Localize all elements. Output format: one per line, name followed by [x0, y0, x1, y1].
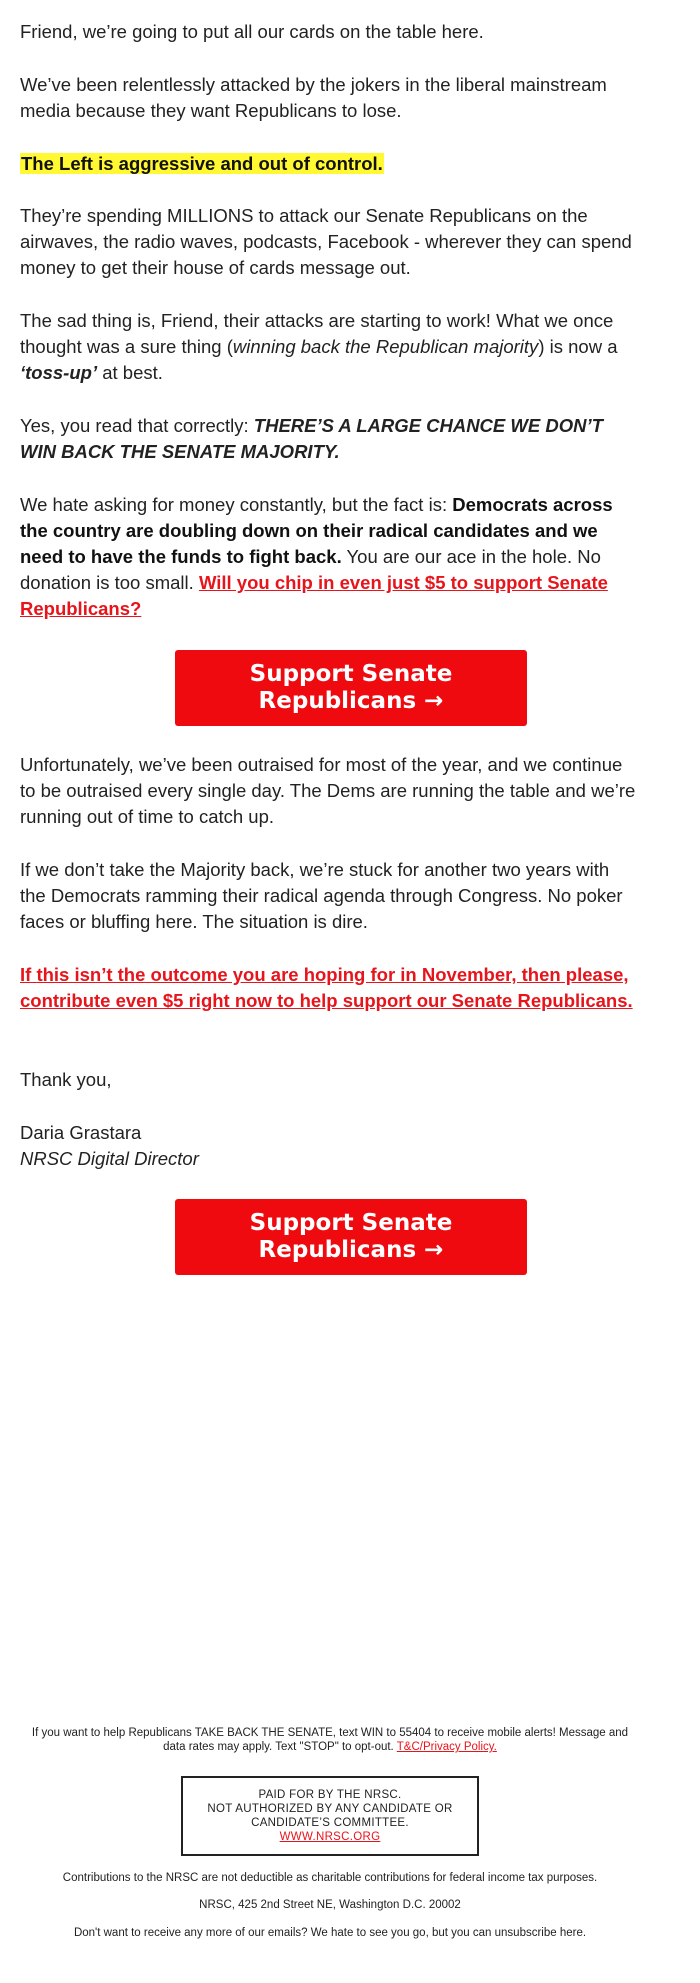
contribute-paragraph: [20, 962, 640, 1014]
signature-name: Daria Grastara: [20, 1122, 142, 1143]
privacy-policy-link[interactable]: T&C/Privacy Policy.: [396, 1741, 497, 1753]
warning-bold-italic: THERE’S A LARGE CHANCE WE DON’T WIN BACK THE SENATE MAJORITY.: [20, 415, 603, 462]
ask-bold: Democrats across the country are doubling down on their radical candidates and we need to have the funds to fight back.: [20, 494, 613, 567]
outraised-paragraph: Unfortunately, we’ve been outraised for most of the year, and we continue to be outraised every single day. The Dems are running the table and we’re running out of time to catch up.: [20, 754, 636, 827]
tax-note: Contributions to the NRSC are not deductible as charitable contributions for federal income tax purposes.: [62, 1872, 598, 1884]
tossup-text-a: The sad thing is, Friend, their attacks are starting to work! What we once thought was a sure thing (: [20, 310, 614, 357]
majority-paragraph: If we don’t take the Majority back, we’re stuck for another two years with the Democrats ramming their radical agenda through Congress. No poker faces or bluffing here. The situation is dire.: [20, 859, 623, 932]
ask-text-b: You are our ace in the hole. No donation is too small.: [20, 546, 601, 593]
paid-for-disclaimer: [181, 1776, 479, 1856]
sms-text: If you want to help Republicans TAKE BACK THE SENATE, text WIN to 55404 to receive mobile alerts! Message and data rates may apply. Text "STOP" to opt-out.: [31, 1727, 629, 1753]
disclaimer-line-1: PAID FOR BY THE NRSC.: [258, 1789, 402, 1801]
highlight-paragraph: [20, 151, 640, 177]
disclaimer-line-2: NOT AUTHORIZED BY ANY CANDIDATE OR CANDIDATE’S COMMITTEE.: [207, 1803, 453, 1829]
warning-paragraph: [20, 413, 640, 465]
tossup-paragraph: [20, 308, 640, 386]
greeting-paragraph: Friend, we’re going to put all our cards on the table here.: [20, 21, 484, 42]
tossup-italic: winning back the Republican majority: [232, 336, 539, 357]
nrsc-website-link[interactable]: WWW.NRSC.ORG: [279, 1831, 381, 1843]
sms-notice: [0, 1726, 660, 1754]
signature-title: NRSC Digital Director: [20, 1148, 199, 1169]
chip-in-link[interactable]: Will you chip in even just $5 to support Senate Republicans?: [20, 572, 608, 619]
support-button-top[interactable]: Support Senate Republicans →: [175, 650, 527, 726]
ask-text-a: We hate asking for money constantly, but the fact is:: [20, 494, 453, 515]
spending-paragraph: They’re spending MILLIONS to attack our Senate Republicans on the airwaves, the radio waves, podcasts, Facebook - wherever they can spend money to get their house of cards message out.: [20, 205, 632, 278]
ask-paragraph: [20, 492, 640, 622]
tossup-text-b: ) is now a: [538, 336, 618, 357]
attack-paragraph: We’ve been relentlessly attacked by the jokers in the liberal mainstream media because they want Republicans to lose.: [20, 74, 607, 121]
tossup-bold-italic: ‘toss-up’: [20, 362, 98, 383]
contribute-link[interactable]: If this isn’t the outcome you are hoping for in November, then please, contribute even $5 right now to help support our Senate Republicans.: [20, 964, 633, 1011]
unsubscribe-notice[interactable]: Don't want to receive any more of our emails? We hate to see you go, but you can unsubscribe here.: [73, 1927, 587, 1939]
address: NRSC, 425 2nd Street NE, Washington D.C. 20002: [199, 1899, 461, 1911]
signoff: Thank you,: [20, 1069, 112, 1090]
tossup-text-c: at best.: [97, 362, 163, 383]
support-button-bottom[interactable]: Support Senate Republicans →: [175, 1199, 527, 1275]
warning-text: Yes, you read that correctly:: [20, 415, 254, 436]
highlighted-text: The Left is aggressive and out of control.: [21, 153, 383, 174]
